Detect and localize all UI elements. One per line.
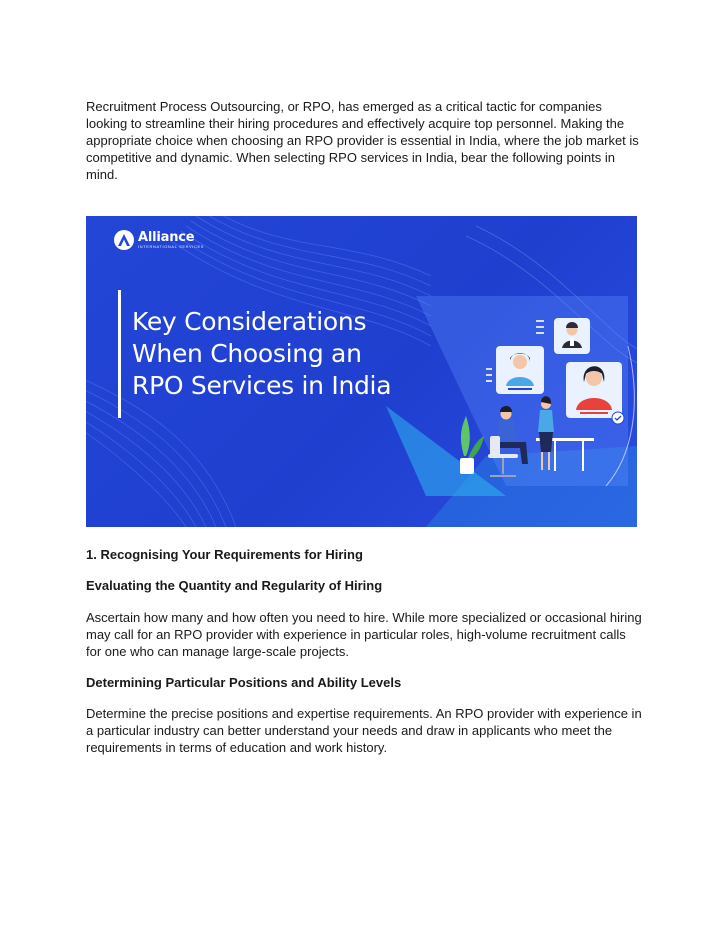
intro-paragraph: Recruitment Process Outsourcing, or RPO, has emerged as a critical tactic for companies looking to streamline their hiring procedures and effectively acquire top personnel. Making the appropriate choice when choosing an RPO provider is essential in India, where the job market is competitive and dynamic. When selecting RPO services in India, bear the following points in mind.	[86, 99, 639, 182]
recruitment-illustration	[386, 286, 636, 506]
logo-name: Alliance	[138, 230, 195, 245]
subsection-heading: Determining Particular Positions and Ability Levels	[86, 675, 402, 690]
logo-subtitle: INTERNATIONAL SERVICES	[138, 244, 205, 249]
plant-decoration	[461, 416, 470, 456]
section-heading: 1. Recognising Your Requirements for Hiring	[86, 547, 363, 562]
subsection-paragraph: Ascertain how many and how often you need to hire. While more specialized or occasional hiring may call for an RPO provider with experience in particular roles, high-volume recruitment calls for one who can manage large-scale projects.	[86, 610, 642, 659]
subsection-heading: Evaluating the Quantity and Regularity of Hiring	[86, 578, 383, 593]
banner-title-line-2: When Choosing an	[132, 339, 362, 368]
alliance-logo	[114, 230, 204, 250]
logo-mark-icon	[114, 230, 134, 250]
banner-title-line-1: Key Considerations	[132, 307, 367, 336]
subsection-paragraph: Determine the precise positions and expertise requirements. An RPO provider with experience in a particular industry can better understand your needs and draw in applicants who meet the requirements in terms of education and work history.	[86, 706, 642, 755]
title-accent-bar	[118, 290, 121, 418]
banner-image	[86, 216, 637, 527]
banner-title-line-3: RPO Services in India	[132, 371, 392, 400]
